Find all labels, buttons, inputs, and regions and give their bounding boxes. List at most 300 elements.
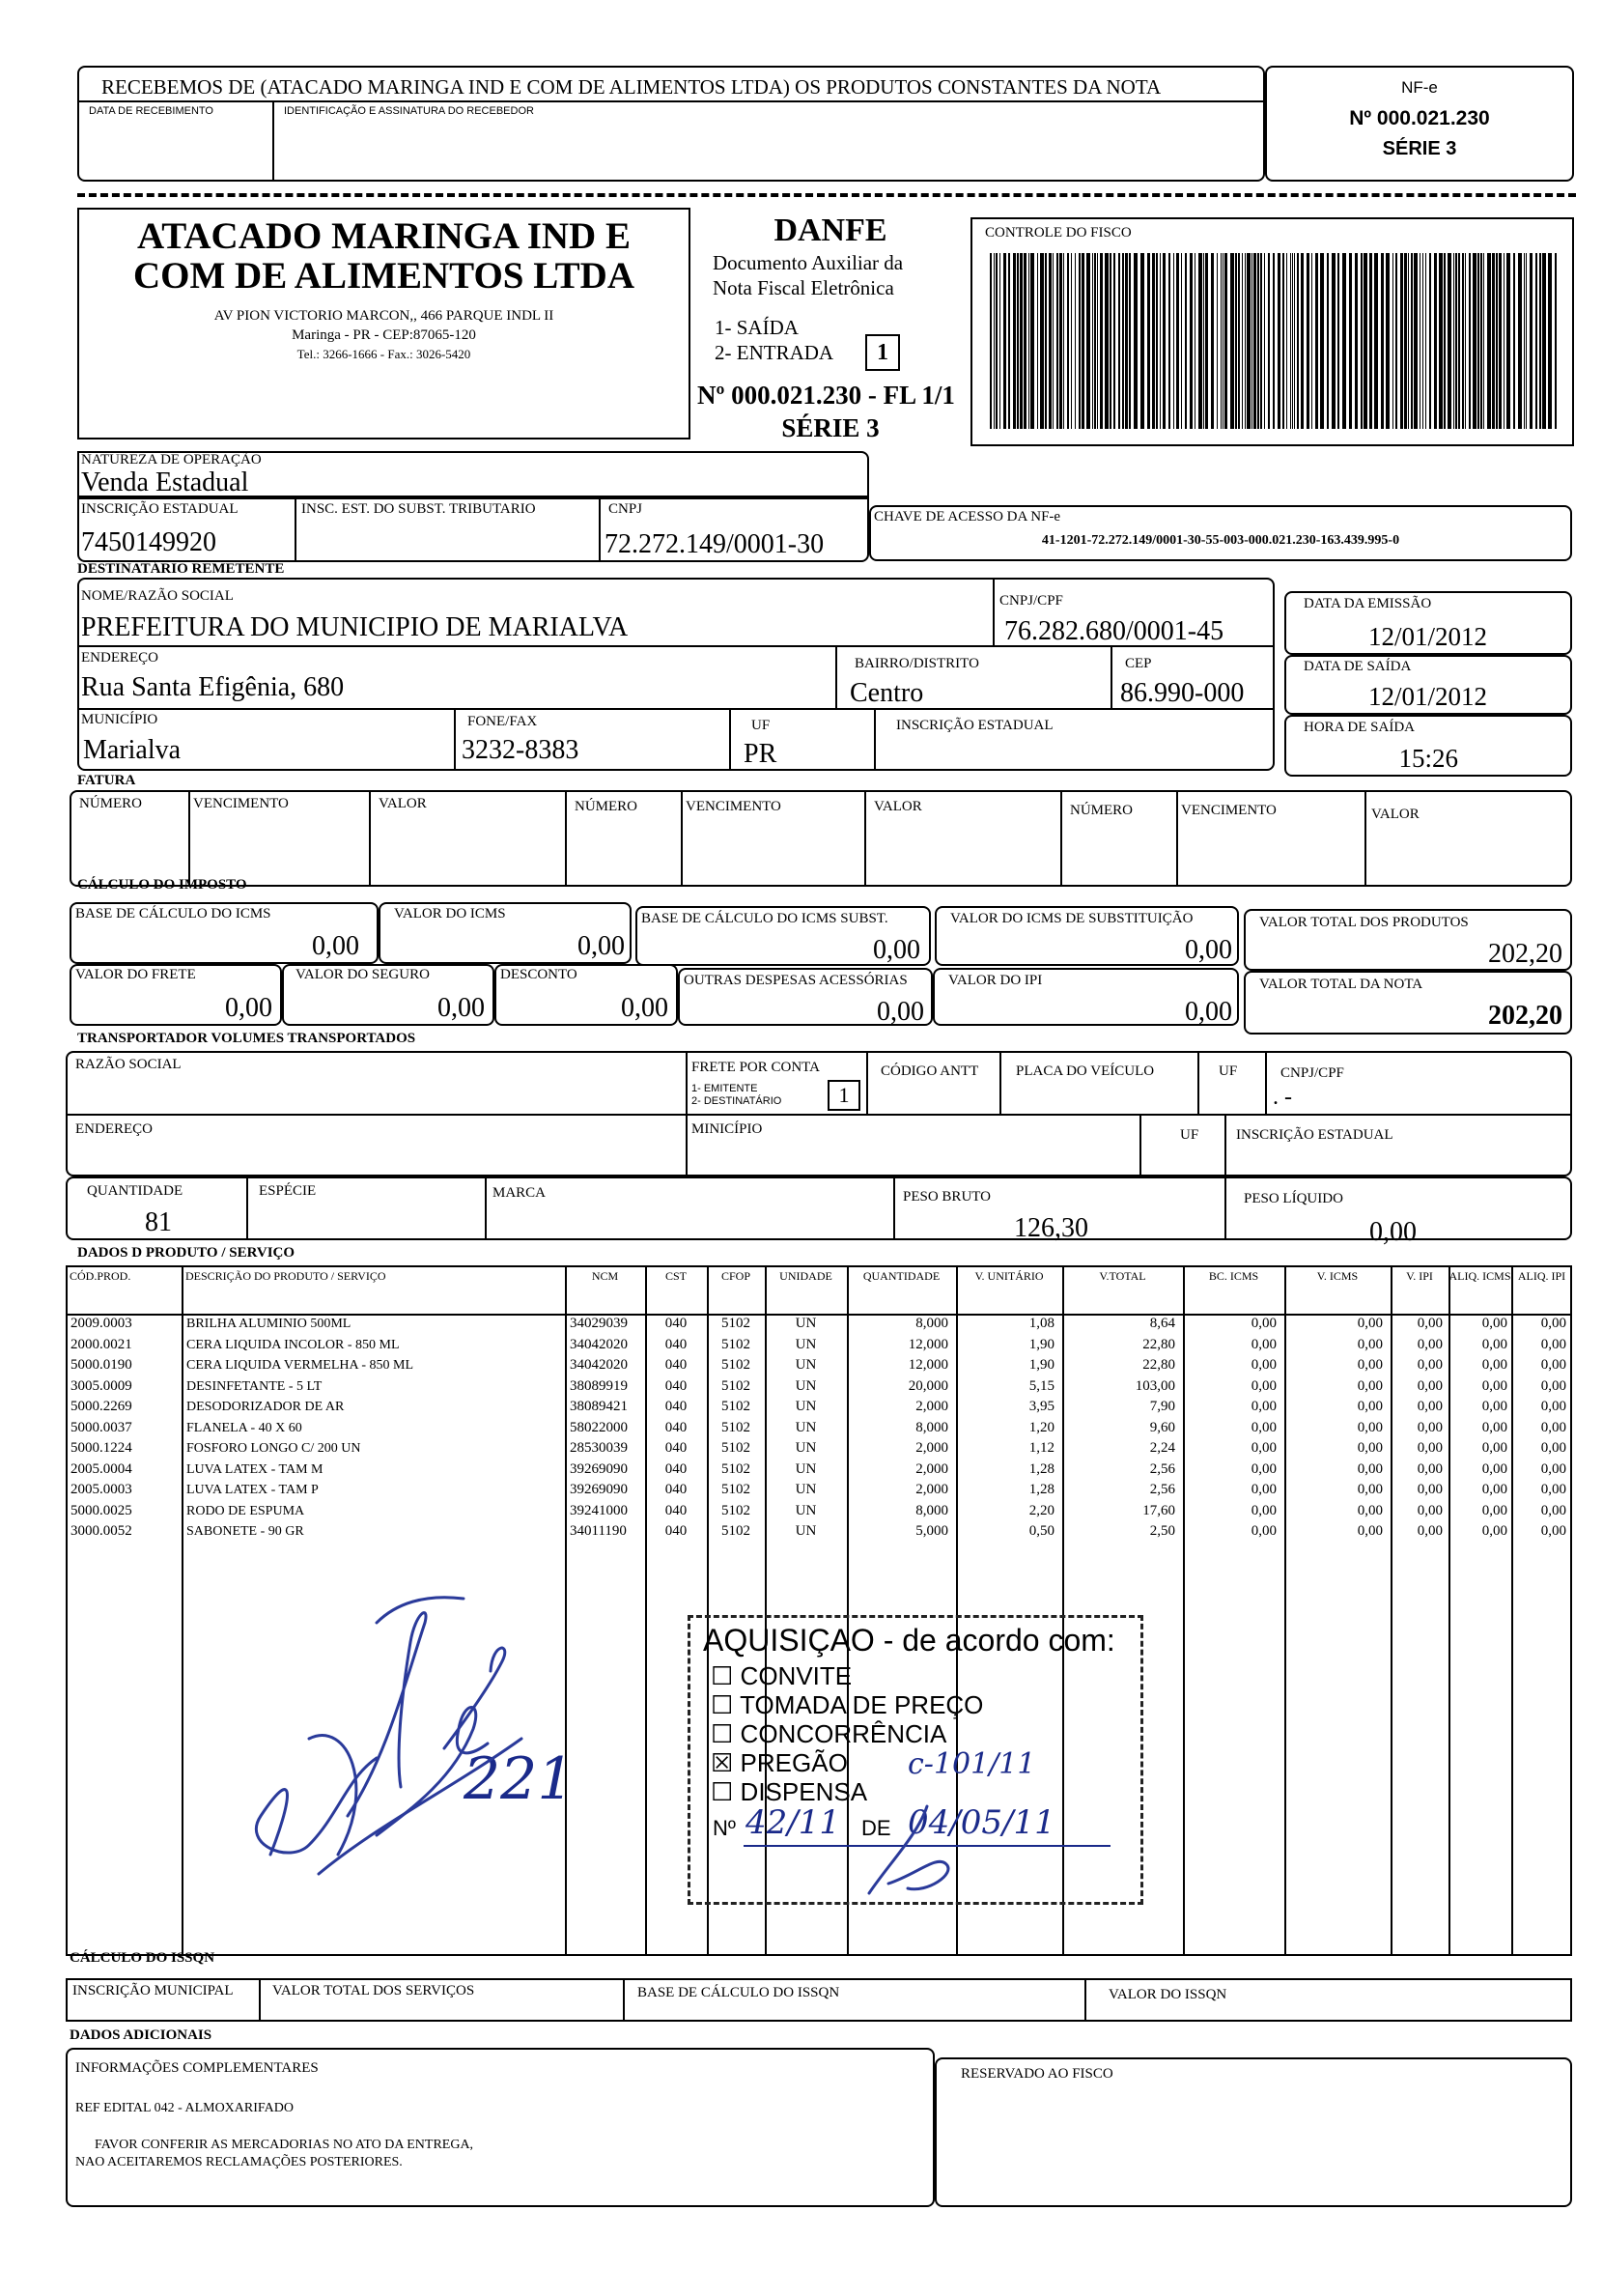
- emitente-telefones: Tel.: 3266-1666 - Fax.: 3026-5420: [296, 347, 471, 361]
- table-cell: 0,00: [1251, 1336, 1277, 1352]
- imposto-section: CÁLCULO DO IMPOSTO: [77, 877, 247, 893]
- table-cell: UN: [795, 1460, 817, 1477]
- barcode-bar: [1045, 253, 1047, 429]
- transp-v9: [485, 1176, 487, 1240]
- table-cell: 5000.2269: [70, 1399, 132, 1414]
- barcode-bar: [1320, 253, 1324, 429]
- base-icms-value: 0,00: [312, 931, 359, 961]
- canhoto-vdivider: [272, 100, 274, 182]
- seguro-value: 0,00: [437, 993, 485, 1023]
- fat-v2: [369, 790, 371, 887]
- table-cell: 5102: [721, 1482, 750, 1497]
- table-cell: 0,00: [1357, 1419, 1383, 1435]
- frete-label: VALOR DO FRETE: [75, 967, 196, 982]
- handwritten-221: 221: [464, 1745, 575, 1813]
- barcode-bar: [1518, 253, 1522, 429]
- table-cell: 1,12: [1028, 1440, 1055, 1456]
- table-cell: 103,00: [1135, 1377, 1175, 1394]
- barcode-bar: [1160, 253, 1161, 429]
- table-cell: 0,00: [1357, 1440, 1383, 1456]
- barcode-bar: [1097, 253, 1098, 429]
- produtos-header-cell: UNIDADE: [779, 1269, 832, 1283]
- barcode-bar: [1297, 253, 1299, 429]
- issqn-total-label: VALOR TOTAL DOS SERVIÇOS: [272, 1983, 475, 1998]
- barcode-bar: [1056, 253, 1058, 429]
- cut-line: [77, 193, 1576, 197]
- valor-icms-label: VALOR DO ICMS: [394, 906, 506, 921]
- hora-label: HORA DE SAÍDA: [1304, 720, 1416, 735]
- barcode-bar: [1173, 253, 1174, 429]
- chave-value: 41-1201-72.272.149/0001-30-55-003-000.021.230-163.439.995-0: [1041, 533, 1400, 548]
- issqn-base-label: BASE DE CÁLCULO DO ISSQN: [637, 1985, 840, 2000]
- table-cell: 1,08: [1028, 1316, 1055, 1331]
- table-cell: 0,00: [1540, 1316, 1566, 1331]
- table-cell: 0,00: [1540, 1377, 1566, 1394]
- transp-cnpj-val: . -: [1273, 1085, 1292, 1110]
- barcode-bar: [1203, 253, 1204, 429]
- table-cell: 5102: [721, 1419, 750, 1435]
- table-cell: 0,00: [1251, 1377, 1277, 1394]
- barcode-bar: [1040, 253, 1044, 429]
- table-cell: 20,000: [908, 1377, 948, 1394]
- nfe-numero: Nº 000.021.230: [1349, 107, 1490, 129]
- table-cell: LUVA LATEX - TAM P: [186, 1483, 319, 1497]
- ipi-value: 0,00: [1185, 997, 1232, 1027]
- barcode-bar: [1230, 253, 1234, 429]
- barcode-bar: [1134, 253, 1138, 429]
- barcode-bar: [1003, 253, 1006, 429]
- barcode-bar: [1386, 253, 1390, 429]
- table-cell: 8,000: [915, 1419, 948, 1435]
- danfe-entrada: 2- ENTRADA: [715, 341, 834, 364]
- barcode-bar: [1455, 253, 1457, 429]
- base-icms-label: BASE DE CÁLCULO DO ICMS: [75, 906, 271, 921]
- reservado-label: RESERVADO AO FISCO: [961, 2066, 1113, 2082]
- danfe-sub2: Nota Fiscal Eletrônica: [713, 276, 894, 299]
- transp-v6: [1139, 1114, 1141, 1176]
- table-cell: 0,00: [1481, 1460, 1507, 1477]
- identificacao-label: IDENTIFICAÇÃO E ASSINATURA DO RECEBEDOR: [284, 105, 534, 117]
- barcode-bar: [1337, 253, 1339, 429]
- barcode-bar: [1152, 253, 1155, 429]
- transp-municipio-label: MINICÍPIO: [691, 1121, 763, 1137]
- canhoto-text: RECEBEMOS DE (ATACADO MARINGA IND E COM DE ALIMENTOS LTDA) OS PRODUTOS CONSTANTES DA NOTA: [101, 75, 1162, 99]
- icms-subst-label: VALOR DO ICMS DE SUBSTITUIÇÃO: [950, 911, 1194, 926]
- produtos-header-cell: ALIQ. ICMS: [1448, 1269, 1511, 1283]
- barcode-bar: [1217, 253, 1218, 429]
- danfe-serie: SÉRIE 3: [781, 413, 880, 442]
- table-cell: 040: [664, 1502, 688, 1518]
- fat-numero-label-1: NÚMERO: [79, 796, 143, 811]
- barcode-bar: [1185, 253, 1187, 429]
- table-cell: 12,000: [908, 1336, 948, 1352]
- produtos-header-cell: CÓD.PROD.: [70, 1269, 131, 1283]
- barcode-bar: [1260, 253, 1262, 429]
- stamp-concorrencia-label: CONCORRÊNCIA: [740, 1719, 947, 1748]
- table-cell: 38089421: [570, 1399, 628, 1414]
- transp-endereco-label: ENDEREÇO: [75, 1121, 153, 1137]
- issqn-v2: [623, 1978, 625, 2022]
- table-cell: 2,56: [1149, 1460, 1175, 1477]
- table-cell: 040: [664, 1336, 688, 1352]
- table-cell: SABONETE - 90 GR: [186, 1524, 304, 1539]
- table-cell: 040: [664, 1357, 688, 1373]
- table-cell: 12,000: [908, 1357, 948, 1373]
- barcode-bar: [1404, 253, 1407, 429]
- table-cell: 0,00: [1357, 1482, 1383, 1497]
- assinatura-recebedor-input[interactable]: [280, 124, 1259, 176]
- dest-endereco: Rua Santa Efigênia, 680: [81, 672, 345, 702]
- table-cell: UN: [795, 1316, 817, 1331]
- barcode-bar: [1253, 253, 1256, 429]
- total-prod-label: VALOR TOTAL DOS PRODUTOS: [1259, 915, 1469, 930]
- barcode-bar: [1496, 253, 1498, 429]
- dest-v3: [1111, 645, 1112, 708]
- table-cell: 1,28: [1028, 1482, 1055, 1497]
- barcode-bar: [1548, 253, 1552, 429]
- table-cell: UN: [795, 1440, 817, 1456]
- barcode-bar: [1408, 253, 1409, 429]
- total-nota-value: 202,20: [1488, 1001, 1562, 1031]
- barcode-bar: [1008, 253, 1010, 429]
- dest-endereco-label: ENDEREÇO: [81, 650, 158, 666]
- table-cell: 0,00: [1540, 1482, 1566, 1497]
- table-cell: 0,00: [1481, 1502, 1507, 1518]
- table-cell: 58022000: [570, 1419, 628, 1435]
- nfe-label: NF-e: [1401, 78, 1438, 97]
- barcode-bar: [1181, 253, 1182, 429]
- table-cell: 0,00: [1540, 1419, 1566, 1435]
- danfe-tipo-box: 1: [865, 334, 900, 371]
- barcode-bar: [1264, 253, 1265, 429]
- table-cell: 0,00: [1357, 1523, 1383, 1539]
- emitente-cidade: Maringa - PR - CEP:87065-120: [292, 327, 476, 343]
- transp-v10: [893, 1176, 895, 1240]
- barcode-bar: [1439, 253, 1443, 429]
- fat-v7: [1176, 790, 1178, 887]
- fat-v8: [1364, 790, 1366, 887]
- info-aviso2: NAO ACEITAREMOS RECLAMAÇÕES POSTERIORES.: [75, 2155, 403, 2169]
- table-cell: 0,00: [1481, 1316, 1507, 1331]
- stamp-dispensa-label: DISPENSA: [740, 1777, 868, 1806]
- table-cell: 8,000: [915, 1502, 948, 1518]
- table-cell: 5102: [721, 1377, 750, 1394]
- table-cell: 5000.0190: [70, 1357, 132, 1373]
- stamp-option-pregao: ☒ PREGÃO: [711, 1748, 848, 1777]
- table-cell: 2,000: [915, 1440, 948, 1456]
- barcode-bar: [1504, 253, 1505, 429]
- barcode-bar: [1282, 253, 1284, 429]
- ie-value: 7450149920: [81, 527, 216, 557]
- table-cell: 5000.0037: [70, 1419, 132, 1435]
- barcode-bar: [1381, 253, 1384, 429]
- chave-label: CHAVE DE ACESSO DA NF-e: [874, 509, 1061, 524]
- produtos-header-cell: CFOP: [720, 1269, 751, 1283]
- table-cell: UN: [795, 1336, 817, 1352]
- barcode-bar: [1448, 253, 1451, 429]
- produtos-header-cell: QUANTIDADE: [862, 1269, 941, 1283]
- barcode-bar: [1067, 253, 1069, 429]
- barcode-bar: [1542, 253, 1546, 429]
- dest-municipio: Marialva: [83, 735, 182, 765]
- barcode-bar: [1030, 253, 1034, 429]
- stamp-pregao-number: c-101/11: [908, 1747, 1036, 1781]
- outras-label: OUTRAS DESPESAS ACESSÓRIAS: [684, 973, 908, 988]
- danfe-sub1: Documento Auxiliar da: [713, 251, 904, 274]
- table-cell: 040: [664, 1316, 688, 1331]
- dest-fone: 3232-8383: [462, 735, 579, 765]
- dest-cep: 86.990-000: [1120, 678, 1245, 708]
- stamp-option-dispensa: ☐ DISPENSA: [711, 1777, 868, 1806]
- barcode-bar: [1499, 253, 1502, 429]
- table-cell: UN: [795, 1377, 817, 1394]
- barcode-bar: [1257, 253, 1259, 429]
- barcode-bar: [1113, 253, 1115, 429]
- table-cell: 0,00: [1481, 1419, 1507, 1435]
- table-cell: 0,00: [1481, 1440, 1507, 1456]
- desconto-label: DESCONTO: [500, 967, 577, 982]
- table-cell: 040: [664, 1523, 688, 1539]
- table-cell: 0,00: [1481, 1482, 1507, 1497]
- barcode-bar: [1526, 253, 1527, 429]
- total-nota-label: VALOR TOTAL DA NOTA: [1259, 977, 1423, 992]
- stamp-de: DE: [861, 1816, 891, 1840]
- barcode-bar: [1465, 253, 1466, 429]
- table-cell: UN: [795, 1399, 817, 1414]
- table-cell: 0,00: [1481, 1357, 1507, 1373]
- emitente-nome-2: COM DE ALIMENTOS LTDA: [132, 255, 635, 297]
- table-cell: 3000.0052: [70, 1523, 132, 1539]
- issqn-valor-label: VALOR DO ISSQN: [1109, 1987, 1227, 2002]
- fatura-box: [70, 790, 1572, 887]
- danfe-saida: 1- SAÍDA: [715, 316, 799, 339]
- barcode-bar: [1364, 253, 1367, 429]
- barcode-bar: [1105, 253, 1109, 429]
- table-cell: 040: [664, 1482, 688, 1497]
- barcode-bar: [1028, 253, 1029, 429]
- stamp-tomada-label: TOMADA DE PREÇO: [740, 1690, 984, 1719]
- data-recebimento-input[interactable]: [85, 124, 268, 176]
- barcode-bar: [1349, 253, 1352, 429]
- table-cell: 1,90: [1028, 1357, 1055, 1373]
- table-cell: 0,00: [1481, 1336, 1507, 1352]
- barcode-bar: [1425, 253, 1426, 429]
- barcode-bar: [1530, 253, 1533, 429]
- canhoto-divider: [77, 100, 1265, 102]
- table-cell: 5000.1224: [70, 1440, 132, 1456]
- transp-v7: [1224, 1114, 1226, 1176]
- table-cell: 0,00: [1540, 1523, 1566, 1539]
- transp-bruto: 126,30: [1014, 1213, 1088, 1243]
- table-cell: 0,00: [1417, 1336, 1443, 1352]
- table-cell: 28530039: [570, 1440, 628, 1456]
- barcode-bar: [1535, 253, 1537, 429]
- barcode-bar: [1273, 253, 1275, 429]
- ie-label: INSCRIÇÃO ESTADUAL: [81, 501, 239, 517]
- barcode-bar: [1290, 253, 1291, 429]
- dest-v4: [454, 708, 456, 771]
- table-cell: BRILHA ALUMINIO 500ML: [186, 1317, 352, 1331]
- table-cell: 34011190: [570, 1523, 627, 1539]
- stamp-signature: [850, 1797, 966, 1903]
- produtos-header-cell: V.TOTAL: [1099, 1269, 1146, 1283]
- barcode-bar: [1307, 253, 1309, 429]
- table-cell: DESODORIZADOR DE AR: [186, 1400, 345, 1414]
- hora-value: 15:26: [1398, 744, 1458, 773]
- table-cell: UN: [795, 1502, 817, 1518]
- dest-uf: PR: [744, 739, 777, 769]
- transp-liquido: 0,00: [1369, 1217, 1417, 1247]
- table-cell: 0,00: [1417, 1460, 1443, 1477]
- dest-bairro-label: BAIRRO/DISTRITO: [855, 656, 979, 671]
- transp-marca-label: MARCA: [492, 1185, 547, 1201]
- table-cell: 0,00: [1251, 1502, 1277, 1518]
- table-cell: UN: [795, 1419, 817, 1435]
- table-cell: RODO DE ESPUMA: [186, 1503, 305, 1518]
- barcode-bar: [1086, 253, 1090, 429]
- barcode-bar: [1524, 253, 1525, 429]
- transp-especie-label: ESPÉCIE: [259, 1183, 317, 1199]
- dest-ie-label: INSCRIÇÃO ESTADUAL: [896, 718, 1054, 733]
- table-cell: CERA LIQUIDA INCOLOR - 850 ML: [186, 1337, 400, 1352]
- table-cell: 5102: [721, 1357, 750, 1373]
- barcode-bar: [1483, 253, 1484, 429]
- barcode-bar: [1245, 253, 1246, 429]
- issqn-v3: [1084, 1978, 1086, 2022]
- table-cell: 3005.0009: [70, 1377, 132, 1394]
- danfe-title: DANFE: [773, 213, 887, 248]
- saida-label: DATA DE SAÍDA: [1304, 659, 1412, 674]
- stamp-option-convite: ☐ CONVITE: [711, 1661, 853, 1690]
- transp-v11: [1224, 1176, 1226, 1240]
- icms-subst-value: 0,00: [1185, 935, 1232, 965]
- barcode-bar: [1355, 253, 1358, 429]
- dest-v6: [874, 708, 876, 771]
- barcode-bar: [1422, 253, 1423, 429]
- barcode-bar: [1242, 253, 1243, 429]
- table-cell: 22,80: [1142, 1357, 1175, 1373]
- transp-qtd: 81: [145, 1207, 172, 1237]
- transp-liquido-label: PESO LÍQUIDO: [1244, 1191, 1343, 1206]
- table-cell: 0,00: [1357, 1399, 1383, 1414]
- table-cell: 0,00: [1357, 1357, 1383, 1373]
- barcode-bar: [1163, 253, 1166, 429]
- barcode-bar: [1301, 253, 1304, 429]
- barcode-bar: [1400, 253, 1403, 429]
- frete-value: 0,00: [225, 993, 272, 1023]
- table-cell: 0,00: [1251, 1523, 1277, 1539]
- barcode-bar: [1238, 253, 1240, 429]
- transp-frete-val: 1: [828, 1080, 860, 1111]
- barcode-bar: [1473, 253, 1476, 429]
- stamp-numero: 42/11: [745, 1803, 840, 1842]
- table-cell: 1,28: [1028, 1460, 1055, 1477]
- barcode-bar: [1469, 253, 1471, 429]
- barcode-bar: [1190, 253, 1193, 429]
- emitente-endereco: AV PION VICTORIO MARCON,, 466 PARQUE INDL II: [213, 308, 554, 324]
- barcode-bar: [1053, 253, 1054, 429]
- transp-frete-label: FRETE POR CONTA: [691, 1060, 820, 1075]
- transp-section: TRANSPORTADOR VOLUMES TRANSPORTADOS: [77, 1031, 416, 1046]
- stamp-numero-prefix: Nº: [713, 1816, 736, 1840]
- table-cell: 5102: [721, 1460, 750, 1477]
- table-cell: 2,56: [1149, 1482, 1175, 1497]
- barcode-bar: [1414, 253, 1418, 429]
- table-cell: 39269090: [570, 1482, 628, 1497]
- natureza-label: NATUREZA DE OPERAÇÃO: [81, 452, 262, 468]
- fat-v6: [1060, 790, 1062, 887]
- fat-v3: [565, 790, 567, 887]
- barcode-bar: [1129, 253, 1131, 429]
- dest-municipio-label: MUNICÍPIO: [81, 712, 158, 727]
- barcode-bar: [1020, 253, 1023, 429]
- table-cell: 0,00: [1417, 1502, 1443, 1518]
- natureza-value: Venda Estadual: [81, 468, 249, 497]
- table-cell: 0,00: [1481, 1399, 1507, 1414]
- table-cell: 040: [664, 1460, 688, 1477]
- table-cell: 5102: [721, 1399, 750, 1414]
- barcode-bar: [1429, 253, 1431, 429]
- table-cell: 5,15: [1028, 1377, 1055, 1394]
- table-cell: 0,00: [1417, 1440, 1443, 1456]
- barcode-bar: [1513, 253, 1515, 429]
- controle-fisco-label: CONTROLE DO FISCO: [985, 225, 1132, 241]
- table-cell: 0,00: [1417, 1523, 1443, 1539]
- issqn-v1: [259, 1978, 261, 2022]
- table-cell: 2005.0004: [70, 1460, 132, 1477]
- fat-valor-label-3: VALOR: [1371, 807, 1420, 822]
- emissao-value: 12/01/2012: [1367, 622, 1487, 651]
- cnpj-emit-label: CNPJ: [608, 501, 643, 517]
- table-cell: DESINFETANTE - 5 LT: [186, 1378, 323, 1394]
- dest-h2: [77, 708, 1275, 710]
- barcode-bar: [1092, 253, 1093, 429]
- transp-v8: [246, 1176, 248, 1240]
- ie-div1: [295, 497, 296, 562]
- barcode-bar: [1168, 253, 1170, 429]
- fat-v4: [681, 790, 683, 887]
- table-cell: 0,00: [1357, 1460, 1383, 1477]
- barcode-bar: [1125, 253, 1128, 429]
- produtos-section: DADOS D PRODUTO / SERVIÇO: [77, 1245, 295, 1261]
- barcode-bar: [1221, 253, 1222, 429]
- barcode-bar: [1147, 253, 1150, 429]
- insc-subst-label: INSC. EST. DO SUBST. TRIBUTARIO: [301, 501, 536, 517]
- base-subst-label: BASE DE CÁLCULO DO ICMS SUBST.: [641, 911, 888, 926]
- transp-v3: [999, 1051, 1001, 1114]
- fat-vencimento-label-3: VENCIMENTO: [1181, 803, 1277, 818]
- transp-uf-label: UF: [1219, 1063, 1238, 1079]
- barcode-bar: [1462, 253, 1464, 429]
- table-cell: 0,00: [1417, 1399, 1443, 1414]
- table-cell: 3,95: [1028, 1399, 1055, 1414]
- table-cell: 2,50: [1149, 1523, 1175, 1539]
- produtos-header-cell: DESCRIÇÃO DO PRODUTO / SERVIÇO: [185, 1269, 386, 1283]
- dest-fone-label: FONE/FAX: [467, 714, 538, 729]
- table-cell: 5102: [721, 1336, 750, 1352]
- barcode-bar: [1286, 253, 1287, 429]
- table-cell: 8,000: [915, 1316, 948, 1331]
- barcode-bar: [1094, 253, 1096, 429]
- transp-bruto-label: PESO BRUTO: [903, 1189, 991, 1205]
- table-cell: 5000.0025: [70, 1502, 132, 1518]
- produtos-header-cell: ALIQ. IPI: [1517, 1269, 1566, 1283]
- barcode-bar: [1392, 253, 1393, 429]
- table-cell: CERA LIQUIDA VERMELHA - 850 ML: [186, 1358, 414, 1373]
- barcode-bar: [1224, 253, 1227, 429]
- dest-v2: [835, 645, 837, 708]
- dest-cnpj: 76.282.680/0001-45: [1004, 616, 1224, 646]
